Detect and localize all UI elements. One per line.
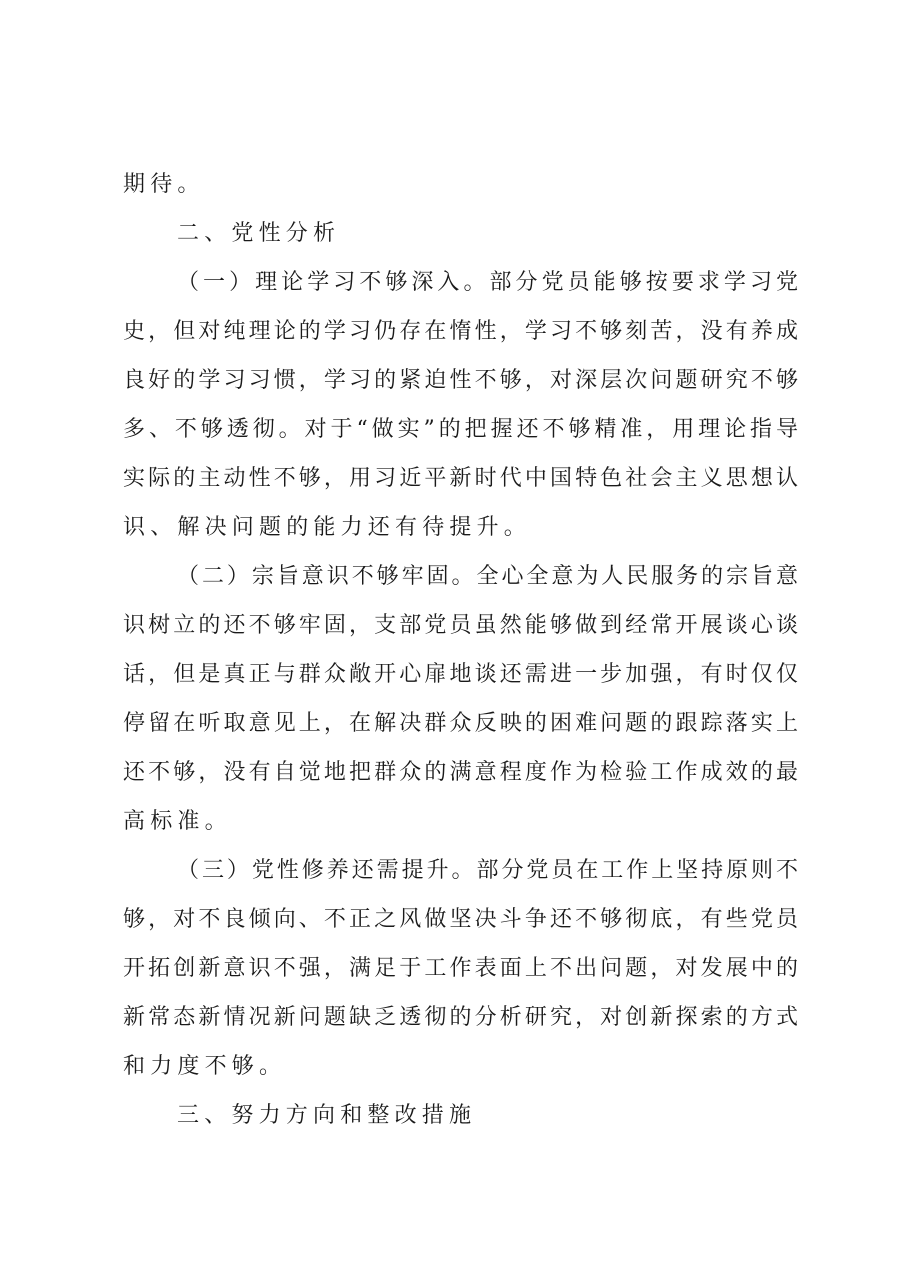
paragraph-3-line: 和力度不够。	[123, 1054, 287, 1079]
paragraph-1-line: 史，但对纯理论的学习仍存在惰性，学习不够刻苦，没有养成	[123, 319, 798, 344]
paragraph-2-line: 高标准。	[123, 809, 232, 834]
paragraph-2-line: 识树立的还不够牢固，支部党员虽然能够做到经常开展谈心谈	[123, 613, 798, 638]
paragraph-3-line: 开拓创新意识不强，满足于工作表面上不出问题，对发展中的	[123, 956, 798, 981]
paragraph-1-line: 识、解决问题的能力还有待提升。	[123, 515, 532, 540]
paragraph-2-line: （二）宗旨意识不够牢固。全心全意为人民服务的宗旨意	[177, 564, 798, 589]
paragraph-1-line: 多、不够透彻。对于“做实”的把握还不够精准，用理论指导	[123, 417, 798, 442]
paragraph-2-line: 还不够，没有自觉地把群众的满意程度作为检验工作成效的最	[123, 760, 798, 785]
paragraph-continuation-line: 期待。	[123, 172, 205, 197]
paragraph-3-line: 够，对不良倾向、不正之风做坚决斗争还不够彻底，有些党员	[123, 907, 798, 932]
paragraph-1-line: 良好的学习习惯，学习的紧迫性不够，对深层次问题研究不够	[123, 368, 798, 393]
paragraph-3-line: 新常态新情况新问题缺乏透彻的分析研究，对创新探索的方式	[123, 1005, 798, 1030]
section-heading-rectification: 三、努力方向和整改措施	[177, 1103, 477, 1128]
document-body	[123, 160, 798, 1140]
paragraph-3-line: （三）党性修养还需提升。部分党员在工作上坚持原则不	[177, 858, 798, 883]
paragraph-2-line: 停留在听取意见上，在解决群众反映的困难问题的跟踪落实上	[123, 711, 798, 736]
paragraph-2-line: 话，但是真正与群众敞开心扉地谈还需进一步加强，有时仅仅	[123, 662, 798, 687]
paragraph-1-line: （一）理论学习不够深入。部分党员能够按要求学习党	[177, 270, 798, 295]
section-heading-party-analysis: 二、党性分析	[177, 221, 341, 246]
paragraph-1-line: 实际的主动性不够，用习近平新时代中国特色社会主义思想认	[123, 466, 798, 491]
